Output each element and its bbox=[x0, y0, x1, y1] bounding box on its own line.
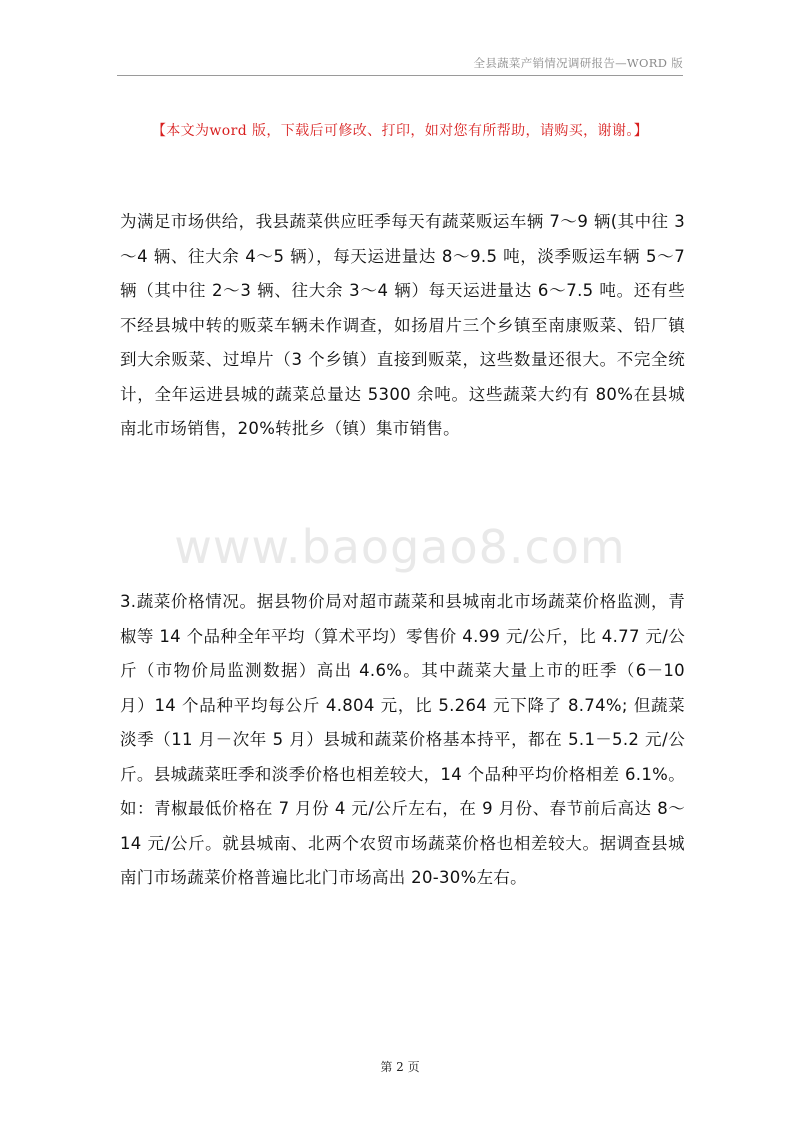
body-paragraph-supply: 为满足市场供给，我县蔬菜供应旺季每天有蔬菜贩运车辆 7～9 辆(其中往 3～4 辆、往大余 4～5 辆），每天运进量达 8～9.5 吨，淡季贩运车辆 5～7 辆（其中往 2～3 辆、往大余 3～4 辆）每天运进量达 6～7.5 吨。还有些不经县城中转的贩菜车辆未作调查，如扬眉片三个乡镇至南康贩菜、铅厂镇到大余贩菜、过埠片（3 个乡镇）直接到贩菜，这些数量还很大。不完全统计，全年运进县城的蔬菜总量达 5300 余吨。这些蔬菜大约有 80%在县城南北市场销售，20%转批乡（镇）集市销售。 bbox=[120, 212, 685, 438]
page-number: 第 2 页 bbox=[380, 1060, 420, 1074]
watermark-text: www.baogao8.com bbox=[174, 520, 626, 574]
running-header-title: 全县蔬菜产销情况调研报告—WORD 版 bbox=[473, 56, 683, 70]
header-divider bbox=[117, 75, 683, 76]
body-paragraph-prices: 3.蔬菜价格情况。据县物价局对超市蔬菜和县城南北市场蔬菜价格监测，青椒等 14 个品种全年平均（算术平均）零售价 4.99 元/公斤，比 4.77 元/公斤（市物价局监测数据）高出 4.6%。其中蔬菜大量上市的旺季（6－10 月）14 个品种平均每公斤 4.804 元，比 5.264 元下降了 8.74%; 但蔬菜淡季（11 月－次年 5 月）县城和蔬菜价格基本持平，都在 5.1－5.2 元/公斤。县城蔬菜旺季和淡季价格也相差较大，14 个品种平均价格相差 6.1%。如：青椒最低价格在 7 月份 4 元/公斤左右，在 9 月份、春节前后高达 8～14 元/公斤。就县城南、北两个农贸市场蔬菜价格也相差较大。据调查县城南门市场蔬菜价格普遍比北门市场高出 20-30%左右。 bbox=[120, 592, 685, 887]
download-notice: 【本文为word 版，下载后可修改、打印，如对您有所帮助，请购买，谢谢。】 bbox=[151, 123, 649, 139]
